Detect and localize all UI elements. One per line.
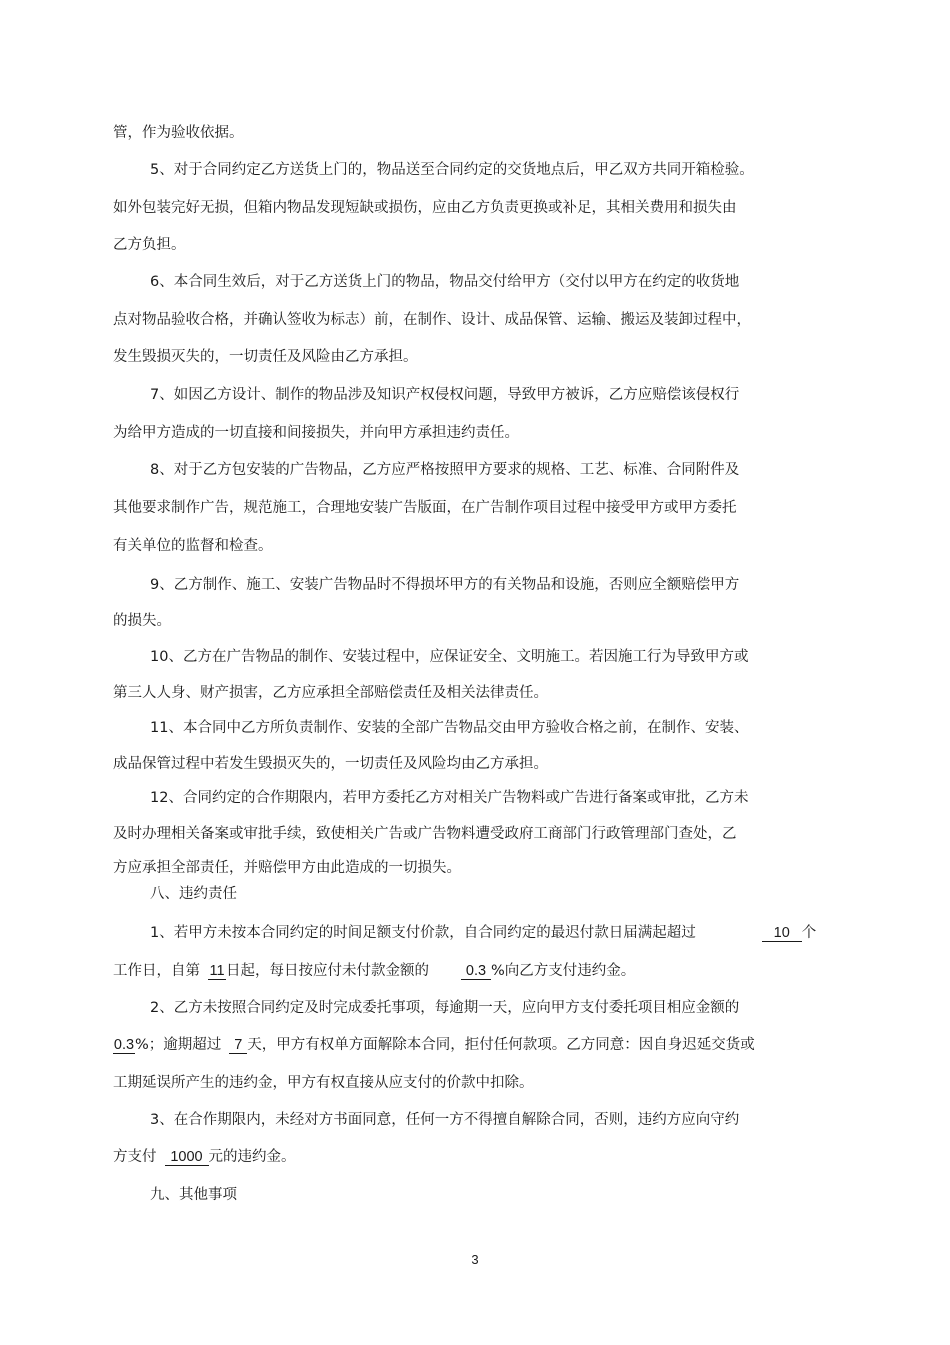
- clause-6: 6、本合同生效后，对于乙方送货上门的物品，物品交付给甲方（交付以甲方在约定的收货地: [150, 274, 740, 290]
- clause-12: 12、合同约定的合作期限内，若甲方委托乙方对相关广告物料或广告进行备案或审批，乙方未: [150, 790, 749, 806]
- text-line: 管，作为验收依据。: [113, 125, 244, 141]
- text-segment: 天，甲方有权单方面解除本合同，拒付任何款项。乙方同意：因自身迟延交货或: [247, 1037, 755, 1053]
- clause-8: 8、对于乙方包安装的广告物品，乙方应严格按照甲方要求的规格、工艺、标准、合同附件及: [150, 462, 740, 478]
- clause-9: 9、乙方制作、施工、安装广告物品时不得损坏甲方的有关物品和设施，否则应全额赔偿甲方: [150, 577, 740, 593]
- text-line: 乙方负担。: [113, 237, 186, 253]
- filled-blank: 11: [209, 963, 225, 979]
- penalty-clause-2: 2、乙方未按照合同约定及时完成委托事项，每逾期一天，应向甲方支付委托项目相应金额的: [150, 1000, 740, 1016]
- filled-blank: 10: [762, 925, 802, 942]
- text-segment: 日起，每日按应付未付款金额的: [226, 963, 429, 979]
- text-line: 有关单位的监督和检查。: [113, 538, 273, 554]
- text-line: [113, 1148, 296, 1166]
- text-line: 方应承担全部责任，并赔偿甲方由此造成的一切损失。: [113, 860, 461, 876]
- text-segment: 工作日，自第: [113, 963, 200, 979]
- section-heading-9: 九、其他事项: [150, 1187, 237, 1203]
- text-line: 如外包装完好无损，但箱内物品发现短缺或损伤，应由乙方负责更换或补足，其相关费用和损失由: [113, 200, 737, 216]
- text-segment: 个: [801, 925, 817, 941]
- clause-5: 5、对于合同约定乙方送货上门的，物品送至合同约定的交货地点后，甲乙双方共同开箱检验。: [150, 162, 754, 178]
- text-segment: 1、若甲方未按本合同约定的时间足额支付价款，自合同约定的最迟付款日届满起超过: [150, 925, 696, 941]
- text-line: [113, 962, 635, 980]
- filled-blank: 0.3: [461, 963, 491, 980]
- text-line: 为给甲方造成的一切直接和间接损失，并向甲方承担违约责任。: [113, 425, 519, 441]
- text-line: 点对物品验收合格，并确认签收为标志）前，在制作、设计、成品保管、运输、搬运及装卸过程中，: [113, 312, 751, 328]
- text-line: 的损失。: [113, 613, 171, 629]
- text-line: 工期延误所产生的违约金，甲方有权直接从应支付的价款中扣除。: [113, 1075, 534, 1091]
- text-line: 及时办理相关备案或审批手续，致使相关广告或广告物料遭受政府工商部门行政管理部门查处，乙: [113, 826, 737, 842]
- filled-blank: 7: [229, 1037, 247, 1054]
- text-line: 第三人人身、财产损害，乙方应承担全部赔偿责任及相关法律责任。: [113, 685, 548, 701]
- penalty-clause-1: [150, 924, 816, 942]
- clause-7: 7、如因乙方设计、制作的物品涉及知识产权侵权问题，导致甲方被诉，乙方应赔偿该侵权行: [150, 387, 740, 403]
- text-line: 发生毁损灭失的，一切责任及风险由乙方承担。: [113, 349, 418, 365]
- section-heading-8: 八、违约责任: [150, 886, 237, 902]
- text-line: [113, 1036, 755, 1054]
- text-segment: %向乙方支付违约金。: [491, 963, 636, 979]
- text-line: 其他要求制作广告，规范施工，合理地安装广告版面，在广告制作项目过程中接受甲方或甲方委托: [113, 500, 737, 516]
- filled-blank: 0.3: [113, 1037, 135, 1053]
- filled-blank: 1000: [165, 1149, 209, 1166]
- text-line: 成品保管过程中若发生毁损灭失的，一切责任及风险均由乙方承担。: [113, 756, 548, 772]
- page-number: 3: [471, 1252, 479, 1267]
- text-segment: %；逾期超过: [135, 1037, 222, 1053]
- clause-10: 10、乙方在广告物品的制作、安装过程中，应保证安全、文明施工。若因施工行为导致甲方或: [150, 649, 749, 665]
- text-segment: 方支付: [113, 1149, 157, 1165]
- text-segment: 元的违约金。: [208, 1149, 296, 1165]
- penalty-clause-3: 3、在合作期限内，未经对方书面同意，任何一方不得擅自解除合同，否则，违约方应向守约: [150, 1112, 740, 1128]
- clause-11: 11、本合同中乙方所负责制作、安装的全部广告物品交由甲方验收合格之前，在制作、安装、: [150, 720, 749, 736]
